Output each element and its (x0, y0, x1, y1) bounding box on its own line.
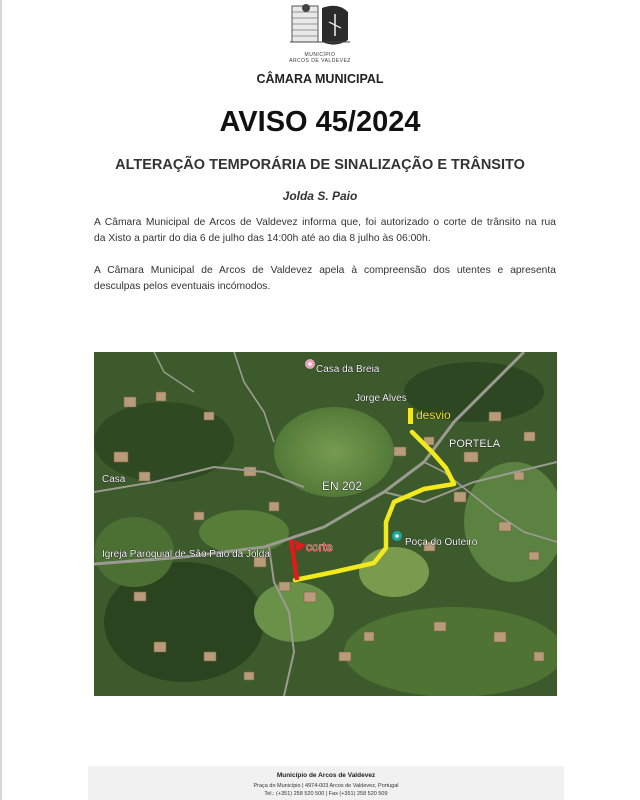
paragraph-2 (94, 263, 556, 295)
notice-title: AVISO 45/2024 (219, 106, 421, 138)
footer-address: Praça do Município | 4974-003 Arcos de Valdevez, Portugal (253, 783, 399, 789)
paragraph-1-line-1: A Câmara Municipal de Arcos de Valdevez informa que, foi autorizado o corte de trânsito na rua (94, 217, 556, 228)
satellite-map (94, 352, 557, 696)
teal-pin-icon (392, 531, 402, 541)
municipality-logo (280, 2, 360, 64)
footer-contacts: Tel.: (+351) 258 520 500 | Fax (+351) 258 520 509 (264, 791, 388, 797)
label-casa-breia: Casa da Breia (316, 364, 380, 375)
notice-subject: ALTERAÇÃO TEMPORÁRIA DE SINALIZAÇÃO E TRÂNSITO (115, 157, 525, 173)
paragraph-1 (94, 215, 556, 247)
label-poca-outeiro: Poça do Outeiro (405, 537, 478, 548)
label-en202: EN 202 (322, 479, 363, 493)
place-pin-icon (305, 359, 315, 369)
organization-heading: CÂMARA MUNICIPAL (256, 72, 384, 86)
label-casa: Casa (102, 474, 126, 485)
map-canvas (94, 352, 557, 696)
label-corte: corte (306, 540, 333, 554)
label-desvio: desvio (416, 408, 451, 422)
notice-location: Jolda S. Paio (282, 189, 358, 203)
label-igreja: Igreja Paroquial de São Paio da Jolda (102, 549, 270, 560)
label-portela: PORTELA (449, 438, 501, 450)
paragraph-2-line-2: desculpas pelos eventuais incómodos. (94, 281, 271, 292)
page-footer (88, 766, 564, 800)
label-jorge-alves: Jorge Alves (355, 393, 407, 404)
logo-emblem-icon (280, 2, 360, 52)
footer-name: Município de Arcos de Valdevez (276, 772, 376, 779)
paragraph-1-line-2: da Xisto a partir do dia 6 de julho das 14:00h até ao dia 8 julho às 06:00h. (94, 233, 431, 244)
logo-name-line1: MUNICÍPIO (304, 52, 336, 58)
paragraph-2-line-1: A Câmara Municipal de Arcos de Valdevez apela à compreensão dos utentes e apresenta (94, 265, 556, 276)
logo-name-line2: ARCOS DE VALDEVEZ (289, 58, 351, 64)
